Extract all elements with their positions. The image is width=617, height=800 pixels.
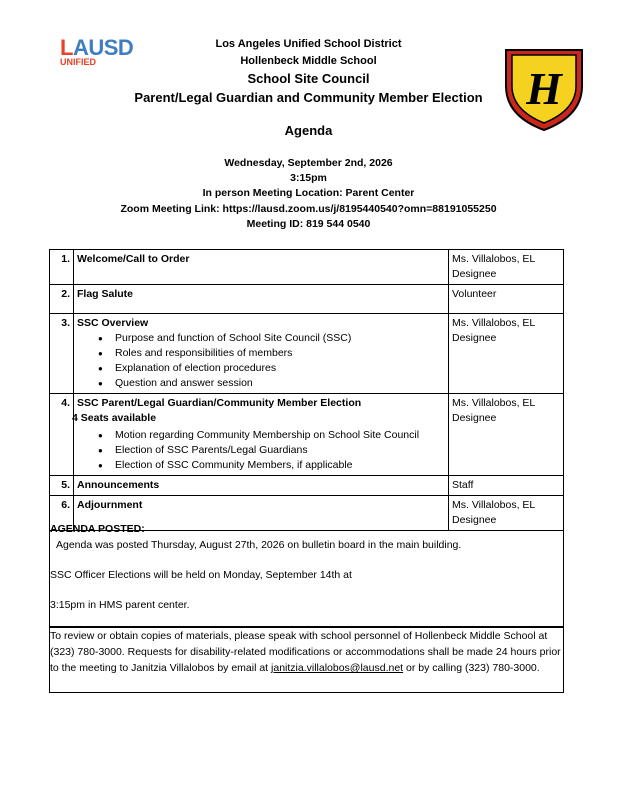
agenda-row: 6. Adjournment Ms. Villalobos, EL Designee: [50, 496, 564, 531]
svg-text:H: H: [526, 63, 562, 114]
lausd-logo: LAUSD UNIFIED: [60, 35, 134, 67]
elections-line: SSC Officer Elections will be held on Monday, September 14th at: [50, 569, 352, 581]
posted-text: Agenda was posted Thursday, August 27th, 2026 on bulletin board in the main building.: [56, 539, 462, 551]
agenda-row: 4. SSC Parent/Legal Guardian/Community Member Election 4 Seats available ● Motion regarding Community Membership on School Site Council ● Election of SSC Parents/Legal Guardians ● Election of SSC Community Members, if applicable Ms. Villalobos, EL Designee: [50, 394, 564, 476]
bullet-list: [77, 331, 445, 391]
list-item: ● Purpose and function of School Site Council (SSC): [115, 331, 445, 346]
agenda-title: Agenda: [284, 123, 333, 138]
list-item: ● Motion regarding Community Membership on School Site Council: [115, 428, 445, 443]
agenda-table: [49, 249, 564, 531]
agenda-posted-section: [49, 522, 564, 627]
list-item: ● Question and answer session: [115, 376, 445, 391]
agenda-row: 2. Flag Salute Volunteer: [50, 285, 564, 314]
agenda-row: 3. SSC Overview ● Purpose and function of School Site Council (SSC) ● Roles and responsibilities of members ● Explanation of election procedures ● Question and answer session Ms. Villalobos, EL Designee: [50, 314, 564, 394]
zoom-link[interactable]: Zoom Meeting Link: https://lausd.zoom.us/j/8195440540?omn=88191055250: [120, 203, 497, 215]
list-item: ● Roles and responsibilities of members: [115, 346, 445, 361]
election-title: Parent/Legal Guardian and Community Member Election: [134, 90, 483, 105]
bullet-list: [77, 428, 445, 473]
meeting-date: Wednesday, September 2nd, 2026: [224, 157, 393, 169]
agenda-row: 5. Announcements Staff: [50, 476, 564, 496]
agenda-row: 1. Welcome/Call to Order Ms. Villalobos, EL Designee: [50, 250, 564, 285]
meeting-location: In person Meeting Location: Parent Center: [202, 187, 415, 199]
district-name: Los Angeles Unified School District: [215, 38, 402, 50]
footer-notice: To review or obtain copies of materials, please speak with school personnel of Hollenbeck Middle School at (323) 780-3000. Requests for disability-related modifications or accommodations shall be made 24 hours prior to the meeting to Janitzia Villalobos by email at janitzia.villalobos@lausd.net or by calling (323) 780-3000.: [49, 627, 564, 693]
meeting-time: 3:15pm: [290, 172, 327, 184]
seats-available: 4 Seats available: [72, 412, 157, 424]
list-item: ● Election of SSC Community Members, if applicable: [115, 458, 445, 473]
elections-line: 3:15pm in HMS parent center.: [50, 599, 190, 611]
school-name: Hollenbeck Middle School: [240, 55, 377, 67]
meeting-id: Meeting ID: 819 544 0540: [246, 218, 371, 230]
list-item: ● Explanation of election procedures: [115, 361, 445, 376]
posted-heading: AGENDA POSTED:: [50, 523, 145, 535]
council-title: School Site Council: [247, 71, 370, 86]
email-link[interactable]: janitzia.villalobos@lausd.net: [271, 662, 404, 674]
list-item: ● Election of SSC Parents/Legal Guardians: [115, 443, 445, 458]
